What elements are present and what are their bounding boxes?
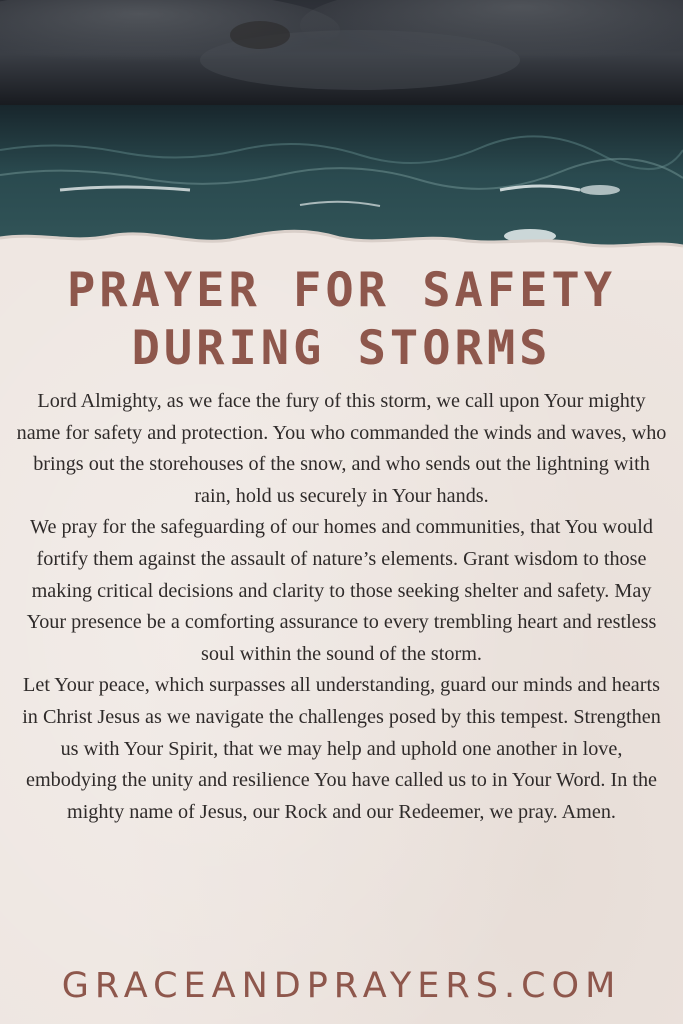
prayer-paragraph-2: We pray for the safeguarding of our homes and communities, that You would fortify them against the assault of nature’s elements. Grant wisdom to those making critical decisions and clarity to those seeking shelter and safety. May Your presence be a comforting assurance to every trembling heart and restless soul within the sound of the storm. [26, 516, 657, 665]
prayer-paragraph-1: Lord Almighty, as we face the fury of this storm, we call upon Your mighty name for safety and protection. You who commanded the winds and waves, who brings out the storehouses of the snow, and who sends out the lightning with rain, hold us securely in Your hands. [16, 390, 667, 507]
title-line-2: DURING STORMS [131, 321, 552, 376]
prayer-paragraph-3: Let Your peace, which surpasses all understanding, guard our minds and hearts in Christ Jesus as we navigate the challenges posed by this tempest. Strengthen us with Your Spirit, that we may help and uphold one another in love, embodying the unity and resilience You have called us to in Your Word. In the mighty name of Jesus, our Rock and our Redeemer, we pray. Amen. [22, 674, 661, 823]
website-footer: GRACEANDPRAYERS.COM [61, 966, 622, 1006]
title-line-1: PRAYER FOR SAFETY [66, 263, 617, 318]
page-title [0, 262, 683, 378]
stormy-sea-image [0, 0, 683, 280]
prayer-text [14, 386, 669, 828]
